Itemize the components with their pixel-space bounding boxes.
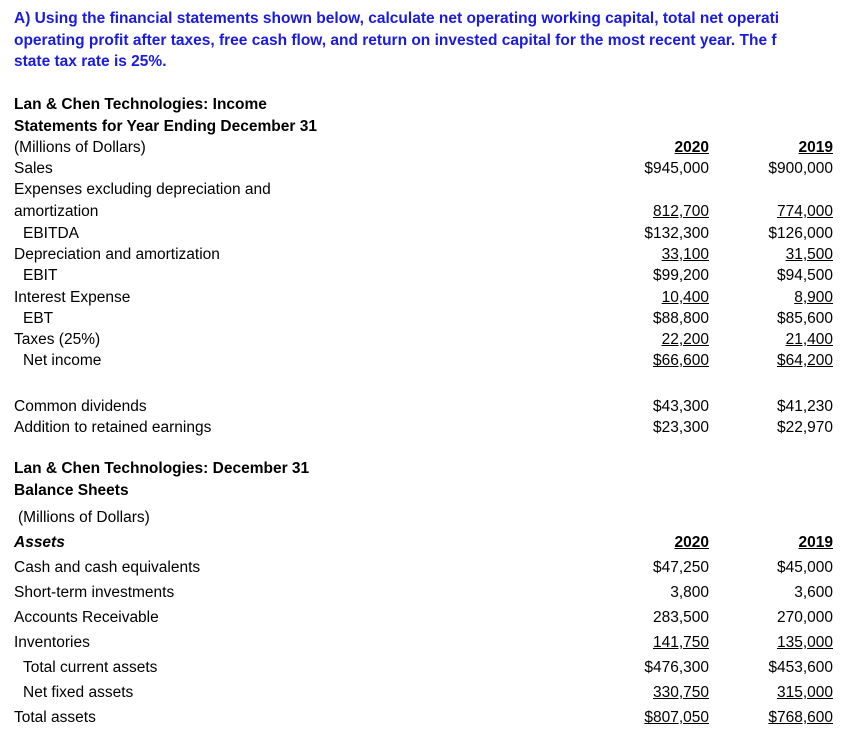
sales-2019: $900,000 [768, 160, 833, 177]
income-statement-title-2: Statements for Year Ending December 31 [14, 118, 317, 135]
taxes-2020: 22,200 [661, 331, 709, 348]
row-label-ebit: EBIT [23, 267, 58, 284]
total-assets-2020: $807,050 [644, 709, 709, 726]
question-text [14, 8, 855, 73]
income-statement-units: (Millions of Dollars) [14, 139, 146, 156]
expenses-2019: 774,000 [776, 203, 833, 220]
sales-2020: $945,000 [644, 160, 709, 177]
accounts-receivable-2019: 270,000 [776, 609, 833, 626]
dividends-2019: $41,230 [776, 398, 833, 415]
assets-heading: Assets [14, 534, 65, 551]
taxes-2019: 21,400 [785, 331, 833, 348]
balance-sheet-title-2: Balance Sheets [14, 482, 129, 499]
row-label-ebitda: EBITDA [23, 225, 79, 242]
row-label-accounts-receivable: Accounts Receivable [14, 609, 159, 626]
interest-2019: 8,900 [794, 289, 833, 306]
question-line: A) Using the financial statements shown below, calculate net operating working capital, total net operati [14, 10, 780, 27]
question-line: operating profit after taxes, free cash flow, and return on invested capital for the most recent year. The f [14, 31, 777, 49]
row-label-short-term-investments: Short-term investments [14, 584, 175, 601]
balance-year-2020: 2020 [674, 534, 709, 551]
income-year-2020: 2020 [674, 139, 709, 156]
row-label-retained-earnings: Addition to retained earnings [14, 419, 212, 436]
row-label-expenses: Expenses excluding depreciation and [14, 181, 271, 198]
row-label-interest: Interest Expense [14, 289, 131, 306]
net-fixed-assets-2019: 315,000 [776, 684, 833, 701]
balance-sheet-title: Lan & Chen Technologies: December 31 [14, 460, 310, 477]
net-fixed-assets-2020: 330,750 [652, 684, 709, 701]
question-line: state tax rate is 25%. [14, 53, 167, 70]
depreciation-2020: 33,100 [661, 246, 709, 263]
cash-2019: $45,000 [776, 559, 833, 576]
net-income-2020: $66,600 [652, 352, 709, 369]
row-label-net-fixed-assets: Net fixed assets [23, 684, 134, 701]
short-term-investments-2020: 3,800 [670, 584, 709, 601]
row-label-cash: Cash and cash equivalents [14, 559, 201, 576]
row-label-expenses-2: amortization [14, 203, 99, 220]
balance-sheet-units: (Millions of Dollars) [18, 509, 150, 526]
retained-earnings-2019: $22,970 [776, 419, 833, 436]
income-statement-title: Lan & Chen Technologies: Income [14, 96, 267, 113]
ebitda-2020: $132,300 [644, 225, 709, 242]
row-label-total-current-assets: Total current assets [23, 659, 158, 676]
income-year-2019: 2019 [798, 139, 833, 156]
inventories-2019: 135,000 [776, 634, 833, 651]
row-label-sales: Sales [14, 160, 53, 177]
ebt-2019: $85,600 [776, 310, 833, 327]
net-income-2019: $64,200 [776, 352, 833, 369]
depreciation-2019: 31,500 [785, 246, 833, 263]
row-label-depreciation: Depreciation and amortization [14, 246, 220, 263]
row-label-total-assets: Total assets [14, 709, 96, 726]
row-label-taxes: Taxes (25%) [14, 331, 101, 348]
inventories-2020: 141,750 [652, 634, 709, 651]
total-current-assets-2019: $453,600 [768, 659, 833, 676]
interest-2020: 10,400 [661, 289, 709, 306]
dividends-2020: $43,300 [652, 398, 709, 415]
expenses-2020: 812,700 [652, 203, 709, 220]
total-assets-2019: $768,600 [768, 709, 833, 726]
total-current-assets-2020: $476,300 [644, 659, 709, 676]
row-label-dividends: Common dividends [14, 398, 147, 415]
ebit-2019: $94,500 [776, 267, 833, 284]
short-term-investments-2019: 3,600 [794, 584, 833, 601]
retained-earnings-2020: $23,300 [652, 419, 709, 436]
cash-2020: $47,250 [652, 559, 709, 576]
accounts-receivable-2020: 283,500 [652, 609, 709, 626]
ebitda-2019: $126,000 [768, 225, 833, 242]
ebt-2020: $88,800 [652, 310, 709, 327]
row-label-inventories: Inventories [14, 634, 90, 651]
row-label-ebt: EBT [23, 310, 54, 327]
row-label-net-income: Net income [23, 352, 102, 369]
balance-year-2019: 2019 [798, 534, 833, 551]
ebit-2020: $99,200 [652, 267, 709, 284]
